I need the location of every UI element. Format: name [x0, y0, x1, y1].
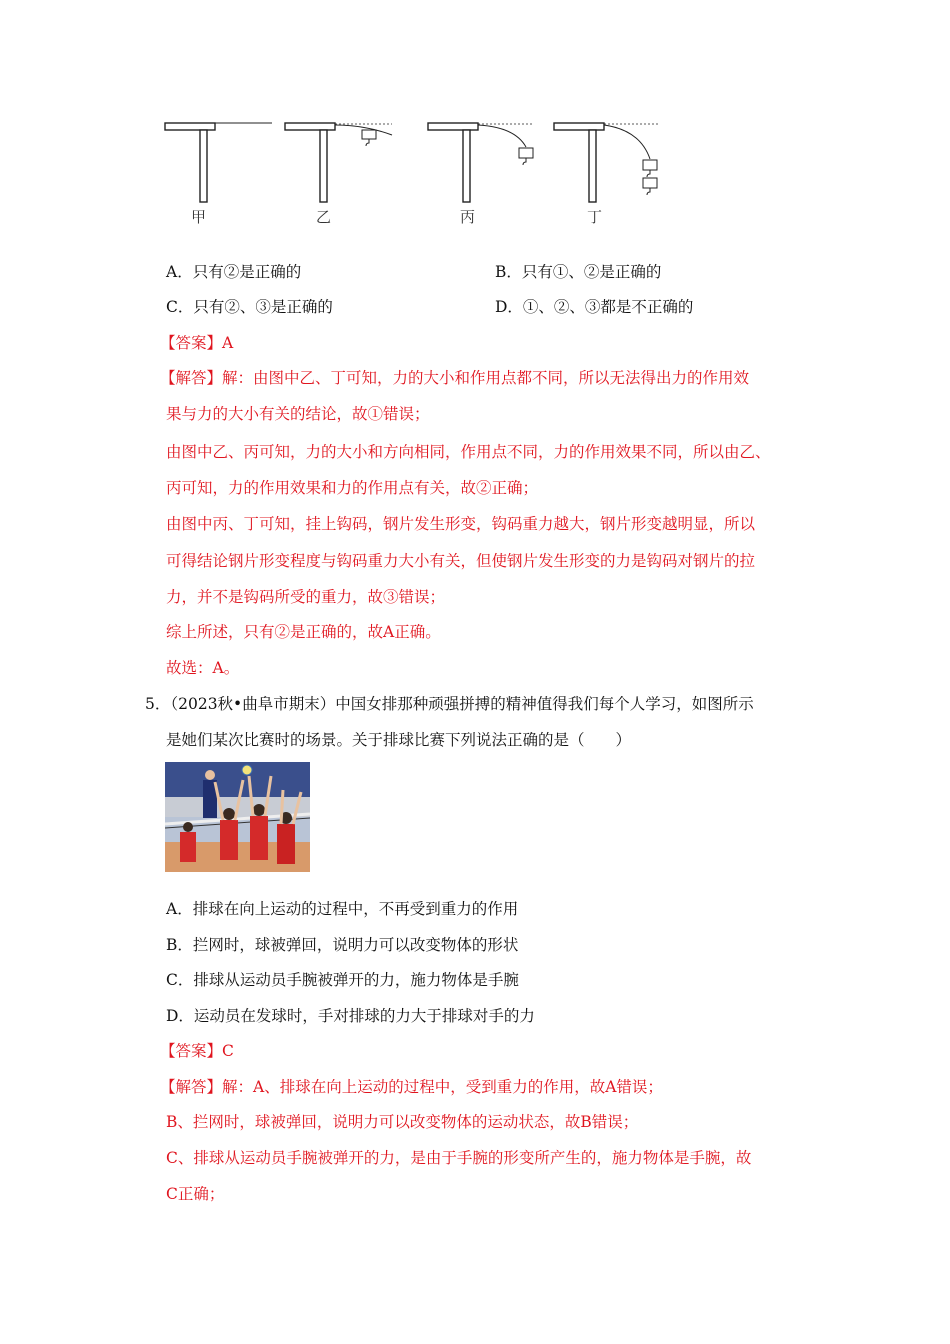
figure-label-ding: 丁 [587, 208, 603, 226]
diagram-bing [428, 123, 533, 202]
q4-analysis-line: 故选：A。 [166, 659, 240, 677]
q4-option-b: B．只有①、②是正确的 [495, 263, 662, 281]
q4-analysis-line: 果与力的大小有关的结论，故①错误； [166, 405, 430, 423]
q4-analysis-line: 丙可知，力的作用效果和力的作用点有关，故②正确； [166, 479, 539, 497]
figure-label-yi: 乙 [316, 208, 332, 226]
q5-option-c: C．排球从运动员手腕被弹开的力，施力物体是手腕 [166, 971, 519, 989]
diagram-yi [285, 123, 392, 202]
q5-answer: 【答案】C [160, 1042, 234, 1060]
q5-option-b: B．拦网时，球被弹回，说明力可以改变物体的形状 [166, 936, 519, 954]
q4-analysis-line: 【解答】解：由图中乙、丁可知，力的大小和作用点都不同，所以无法得出力的作用效 [160, 369, 750, 387]
q5-analysis-line: 【解答】解：A、排球在向上运动的过程中，受到重力的作用，故A错误； [160, 1078, 663, 1096]
q5-analysis-line: B、拦网时，球被弹回，说明力可以改变物体的运动状态，故B错误； [166, 1113, 639, 1131]
q4-option-d: D．①、②、③都是不正确的 [495, 298, 694, 316]
diagram-ding [554, 123, 660, 202]
q5-stem-line: 5．（2023秋•曲阜市期末）中国女排那种顽强拼搏的精神值得我们每个人学习，如图所示 [145, 695, 754, 713]
q4-analysis-line: 综上所述，只有②是正确的，故A正确。 [166, 623, 441, 641]
volleyball-photo [165, 762, 310, 872]
q5-stem-line: 是她们某次比赛时的场景。关于排球比赛下列说法正确的是（ ） [166, 731, 632, 749]
q5-option-a: A．排球在向上运动的过程中，不再受到重力的作用 [166, 900, 519, 918]
q4-analysis-line: 由图中丙、丁可知，挂上钩码，钢片发生形变，钩码重力越大，钢片形变越明显，所以 [166, 515, 756, 533]
q5-option-d: D．运动员在发球时，手对排球的力大于排球对手的力 [166, 1007, 535, 1025]
q4-option-c: C．只有②、③是正确的 [166, 298, 333, 316]
q4-analysis-line: 力，并不是钩码所受的重力，故③错误； [166, 588, 446, 606]
q5-analysis-line: C、排球从运动员手腕被弹开的力，是由于手腕的形变所产生的，施力物体是手腕，故 [166, 1149, 752, 1167]
figure-label-bing: 丙 [460, 208, 476, 226]
q4-answer: 【答案】A [160, 334, 234, 352]
q4-analysis-line: 由图中乙、丙可知，力的大小和方向相同，作用点不同，力的作用效果不同，所以由乙、 [166, 443, 771, 461]
q5-analysis-line: C正确； [166, 1185, 225, 1203]
q4-analysis-line: 可得结论钢片形变程度与钩码重力大小有关，但使钢片发生形变的力是钩码对钢片的拉 [166, 552, 756, 570]
q4-option-a: A．只有②是正确的 [166, 263, 302, 281]
diagram-jia [165, 123, 272, 202]
figure-label-jia: 甲 [191, 208, 207, 226]
